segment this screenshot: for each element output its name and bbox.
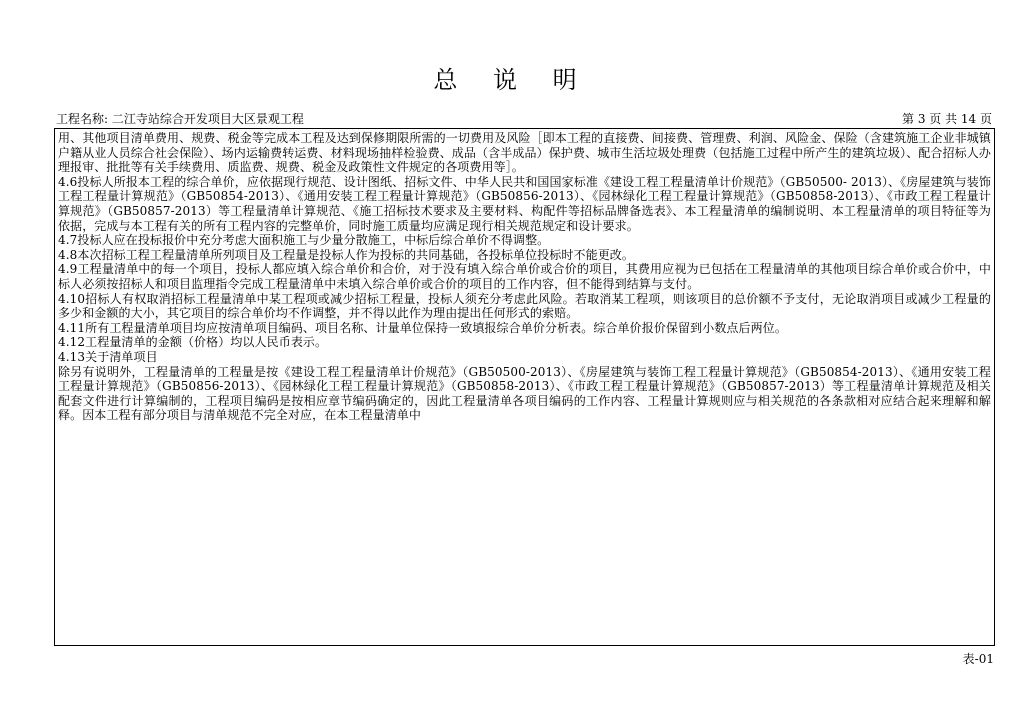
paragraph: 4.10招标人有权取消招标工程量清单中某工程项或减少招标工程量，投标人须充分考虑此风险。若取消某工程项，则该项目的总价额不予支付，无论取消项目或减少工程量的多少和金额的大小，其它项目的综合单价均不作调整，并不得以此作为理由提出任何形式的索赔。 [58,291,991,321]
paragraph: 4.13关于清单项目 [58,349,158,364]
table-code: 表-01 [962,652,994,666]
paragraph: 4.9工程量清单中的每一个项目，投标人都应填入综合单价和合价，对于没有填入综合单价或合价的项目，其费用应视为已包括在工程量清单的其他项目综合单价或合价中，中标人必须按招标人和项目监理指令完成工程量清单中未填入综合单价或合价的项目的工作内容，但不能得到结算与支付。 [58,262,991,291]
paragraph: 4.12工程量清单的金额（价格）均以人民币表示。 [58,335,328,350]
project-name: 工程名称: 二江寺站综合开发项目大区景观工程 [56,112,304,126]
paragraph: 除另有说明外，工程量清单的工程量是按《建设工程工程量清单计价规范》（GB50500-2013）、《房屋建筑与装饰工程工程量计算规范》（GB50854-2013）、《通用安装工程工程量计算规范》（GB50856-2013）、《园林绿化工程工程量计算规范》（GB50858-2013）、《市政工程工程量计算规范》（GB50857-2013）等工程量清单计算规范及相关配套文件进行计算编制的，工程项目编码是按相应章节编码确定的，因此工程量清单各项目编码的工作内容、工程量计算规则应与相关规范的各条款相对应结合起来理解和解释。因本工程有部分项目与清单规范不完全对应，在本工程量清单中 [58,364,991,423]
description-text [55,129,994,423]
paragraph: 4.7投标人应在投标报价中充分考虑大面积施工与少量分散施工，中标后综合单价不得调整。 [58,233,550,248]
page-title: 总 说 明 [433,66,591,94]
page-number: 第 3 页 共 14 页 [902,112,992,126]
paragraph: 4.6投标人所报本工程的综合单价，应依据现行规范、设计图纸、招标文件、中华人民共和国国家标准《建设工程工程量清单计价规范》（GB50500- 2013）、《房屋建筑与装饰工程工程量计算规范》（GB50854-2013）、《通用安装工程工程量计算规范》（GB50856-2013）、《园林绿化工程工程量计算规范》（GB50858-2013）、《市政工程工程量计算规范》（GB50857-2013）等工程量清单计算规范、《施工招标技术要求及主要材料、构配件等招标品牌备选表》、本工程量清单的编制说明、本工程量清单的项目特征等为依据，完成与本工程有关的所有工程内容的完整单价，同时施工质量均应满足现行相关规范规定和设计要求。 [58,174,991,233]
paragraph: 4.11所有工程量清单项目均应按清单项目编码、项目名称、计量单位保持一致填报综合单价分析表。综合单价报价保留到小数点后两位。 [58,320,787,335]
content-frame [54,128,995,646]
paragraph: 4.8本次招标工程工程量清单所列项目及工程量是投标人作为投标的共同基础，各投标单位投标时不能更改。 [58,247,634,262]
paragraph: 用、其他项目清单费用、规费、税金等完成本工程及达到保修期限所需的一切费用及风险［即本工程的直接费、间接费、管理费、利润、风险金、保险（含建筑施工企业非城镇户籍从业人员综合社会保险）、场内运输费转运费、材料现场抽样检验费、成品（含半成品）保护费、城市生活垃圾处理费（包括施工过程中所产生的建筑垃圾）、配合招标人办理报审、批批等有关手续费用、质监费、规费、税金及政策性文件规定的各项费用等］。 [58,131,991,175]
